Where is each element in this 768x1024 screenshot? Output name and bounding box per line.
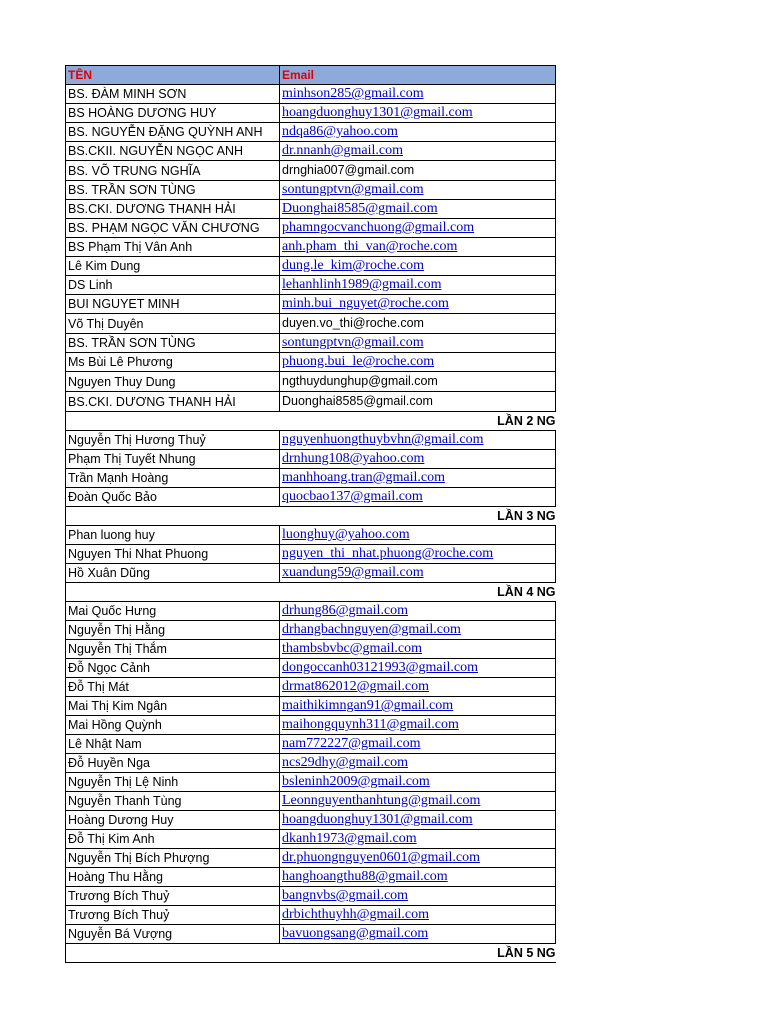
section-label: LẦN 2 NG [66,412,556,431]
email-link[interactable]: thambsbvbc@gmail.com [282,641,423,656]
email-link[interactable]: sontungptvn@gmail.com [282,182,424,197]
table-row [66,849,556,868]
table-row [66,811,556,830]
email-link[interactable]: maihongquynh311@gmail.com [282,717,459,732]
table-row [66,372,556,392]
email-cell [280,334,556,353]
section-separator-row [66,583,556,602]
contact-name: Trần Mạnh Hoàng [66,469,280,488]
contact-name: BS. ĐÀM MINH SƠN [66,85,280,104]
email-link[interactable]: manhhoang.tran@gmail.com [282,470,445,485]
email-cell [280,314,556,334]
table-row [66,450,556,469]
email-cell [280,697,556,716]
email-link[interactable]: lehanhlinh1989@gmail.com [282,277,442,292]
table-row [66,85,556,104]
table-row [66,334,556,353]
header-row [66,66,556,85]
email-text: ngthuydunghup@gmail.com [282,374,438,388]
email-cell [280,353,556,372]
contact-name: BS.CKI. DƯƠNG THANH HẢI [66,200,280,219]
section-label: LẦN 4 NG [66,583,556,602]
email-cell [280,104,556,123]
email-cell [280,545,556,564]
table-row [66,754,556,773]
table-row [66,640,556,659]
table-row [66,887,556,906]
contact-name: Trương Bích Thuỷ [66,887,280,906]
email-link[interactable]: Duonghai8585@gmail.com [282,201,438,216]
email-cell [280,678,556,697]
table-row [66,104,556,123]
table-row [66,142,556,161]
contact-name: Mai Thị Kim Ngân [66,697,280,716]
contact-name: Mai Quốc Hưng [66,602,280,621]
email-cell [280,257,556,276]
table-row [66,431,556,450]
table-row [66,868,556,887]
email-link[interactable]: dr.phuongnguyen0601@gmail.com [282,850,480,865]
contact-name: BS. VÕ TRUNG NGHĨA [66,161,280,181]
email-link[interactable]: sontungptvn@gmail.com [282,335,424,350]
email-cell [280,200,556,219]
email-link[interactable]: Leonnguyenthanhtung@gmail.com [282,793,481,808]
email-link[interactable]: luonghuy@yahoo.com [282,527,410,542]
email-cell [280,754,556,773]
table-row [66,716,556,735]
email-link[interactable]: ndqa86@yahoo.com [282,124,398,139]
email-link[interactable]: minh.bui_nguyet@roche.com [282,296,449,311]
table-row [66,161,556,181]
contact-name: Hoàng Thu Hằng [66,868,280,887]
contact-name: BS. PHẠM NGỌC VĂN CHƯƠNG [66,219,280,238]
email-link[interactable]: quocbao137@gmail.com [282,489,423,504]
section-label: LẦN 3 NG [66,507,556,526]
contact-name: Phan luong huy [66,526,280,545]
section-separator-row [66,412,556,431]
contact-name: BS. NGUYỄN ĐẶNG QUỲNH ANH [66,123,280,142]
email-link[interactable]: hoangduonghuy1301@gmail.com [282,105,473,120]
email-cell [280,735,556,754]
email-cell [280,792,556,811]
contact-name: Nguyễn Thị Hằng [66,621,280,640]
email-cell [280,716,556,735]
contact-table [65,65,556,963]
contact-name: BS.CKI. DƯƠNG THANH HẢI [66,392,280,412]
contact-name: Đỗ Thị Kim Anh [66,830,280,849]
contact-name: Nguyễn Thị Hương Thuỷ [66,431,280,450]
table-row [66,123,556,142]
email-cell [280,849,556,868]
contact-name: Đỗ Ngọc Cảnh [66,659,280,678]
email-cell [280,830,556,849]
email-cell [280,372,556,392]
email-text: Duonghai8585@gmail.com [282,394,433,408]
email-link[interactable]: phamngocvanchuong@gmail.com [282,220,475,235]
email-cell [280,773,556,792]
table-row [66,697,556,716]
email-link[interactable]: dkanh1973@gmail.com [282,831,417,846]
email-cell [280,431,556,450]
email-cell [280,925,556,944]
table-row [66,906,556,925]
contact-name: BUI NGUYET MINH [66,295,280,314]
email-cell [280,238,556,257]
email-link[interactable]: phuong.bui_le@roche.com [282,354,435,369]
email-cell [280,906,556,925]
email-cell [280,868,556,887]
table-row [66,659,556,678]
contact-name: Nguyễn Thị Bích Phượng [66,849,280,868]
table-row [66,526,556,545]
contact-name: Võ Thị Duyên [66,314,280,334]
email-link[interactable]: anh.pham_thi_van@roche.com [282,239,458,254]
contact-name: BS HOÀNG DƯƠNG HUY [66,104,280,123]
email-link[interactable]: minhson285@gmail.com [282,86,424,101]
contact-name: Ms Bùi Lê Phương [66,353,280,372]
table-row [66,238,556,257]
email-cell [280,450,556,469]
section-label: LẦN 5 NG [66,944,556,963]
table-row [66,295,556,314]
contact-name: DS Linh [66,276,280,295]
table-row [66,200,556,219]
contact-name: Nguyễn Thanh Tùng [66,792,280,811]
table-row [66,678,556,697]
email-cell [280,488,556,507]
email-cell [280,85,556,104]
email-cell [280,811,556,830]
email-link[interactable]: bsleninh2009@gmail.com [282,774,430,789]
email-cell [280,469,556,488]
email-link[interactable]: nguyenhuongthuybvhn@gmail.com [282,432,484,447]
email-link[interactable]: nguyen_thi_nhat.phuong@roche.com [282,546,494,561]
email-cell [280,640,556,659]
email-link[interactable]: bavuongsang@gmail.com [282,926,429,941]
table-row [66,925,556,944]
email-cell [280,526,556,545]
contact-name: Đoàn Quốc Bảo [66,488,280,507]
table-row [66,545,556,564]
email-link[interactable]: dung.le_kim@roche.com [282,258,424,273]
email-link[interactable]: xuandung59@gmail.com [282,565,424,580]
email-cell [280,887,556,906]
email-cell [280,276,556,295]
contact-name: Trương Bích Thuỷ [66,906,280,925]
email-text: drnghia007@gmail.com [282,163,415,177]
table-row [66,564,556,583]
table-row [66,314,556,334]
table-row [66,830,556,849]
email-link[interactable]: maithikimngan91@gmail.com [282,698,454,713]
email-link[interactable]: bangnvbs@gmail.com [282,888,409,903]
email-cell [280,219,556,238]
email-cell [280,161,556,181]
table-row [66,353,556,372]
section-separator-row [66,944,556,963]
table-row [66,219,556,238]
email-cell [280,181,556,200]
email-cell [280,295,556,314]
contact-table-body [66,66,556,963]
table-row [66,602,556,621]
email-link[interactable]: dr.nnanh@gmail.com [282,143,403,158]
table-row [66,621,556,640]
table-row [66,392,556,412]
table-row [66,773,556,792]
contact-name: Nguyen Thi Nhat Phuong [66,545,280,564]
contact-name: Phạm Thị Tuyết Nhung [66,450,280,469]
contact-name: Lê Nhật Nam [66,735,280,754]
email-link[interactable]: drhung86@gmail.com [282,603,409,618]
contact-name: Lê Kim Dung [66,257,280,276]
table-row [66,257,556,276]
contact-name: Nguyễn Thị Thắm [66,640,280,659]
email-link[interactable]: hoangduonghuy1301@gmail.com [282,812,473,827]
contact-name: BS. TRẦN SƠN TÙNG [66,334,280,353]
contact-name: Đỗ Thị Mát [66,678,280,697]
contact-name: Mai Hồng Quỳnh [66,716,280,735]
email-link[interactable]: ncs29dhy@gmail.com [282,755,409,770]
table-row [66,735,556,754]
email-cell [280,659,556,678]
contact-name: Hồ Xuân Dũng [66,564,280,583]
email-link[interactable]: drbichthuyhh@gmail.com [282,907,430,922]
section-separator-row [66,507,556,526]
email-cell [280,621,556,640]
contact-name: Hoàng Dương Huy [66,811,280,830]
email-link[interactable]: hanghoangthu88@gmail.com [282,869,448,884]
contact-name: Nguyễn Thị Lệ Ninh [66,773,280,792]
email-cell [280,123,556,142]
email-cell [280,602,556,621]
contact-name: Đỗ Huyền Nga [66,754,280,773]
contact-name: BS Phạm Thị Vân Anh [66,238,280,257]
table-row [66,488,556,507]
email-link[interactable]: nam772227@gmail.com [282,736,421,751]
email-link[interactable]: dongoccanh03121993@gmail.com [282,660,479,675]
email-link[interactable]: drnhung108@yahoo.com [282,451,425,466]
email-cell [280,564,556,583]
contact-name: Nguyễn Bá Vượng [66,925,280,944]
email-cell [280,392,556,412]
table-row [66,181,556,200]
email-cell [280,142,556,161]
email-column-header: Email [280,66,556,85]
contact-name: BS.CKII. NGUYỄN NGỌC ANH [66,142,280,161]
contact-name: Nguyen Thuy Dung [66,372,280,392]
table-row [66,792,556,811]
table-row [66,276,556,295]
email-link[interactable]: drhangbachnguyen@gmail.com [282,622,461,637]
name-column-header: TÊN [66,66,280,85]
table-row [66,469,556,488]
email-text: duyen.vo_thi@roche.com [282,316,424,330]
contact-name: BS. TRẦN SƠN TÙNG [66,181,280,200]
email-link[interactable]: drmat862012@gmail.com [282,679,430,694]
